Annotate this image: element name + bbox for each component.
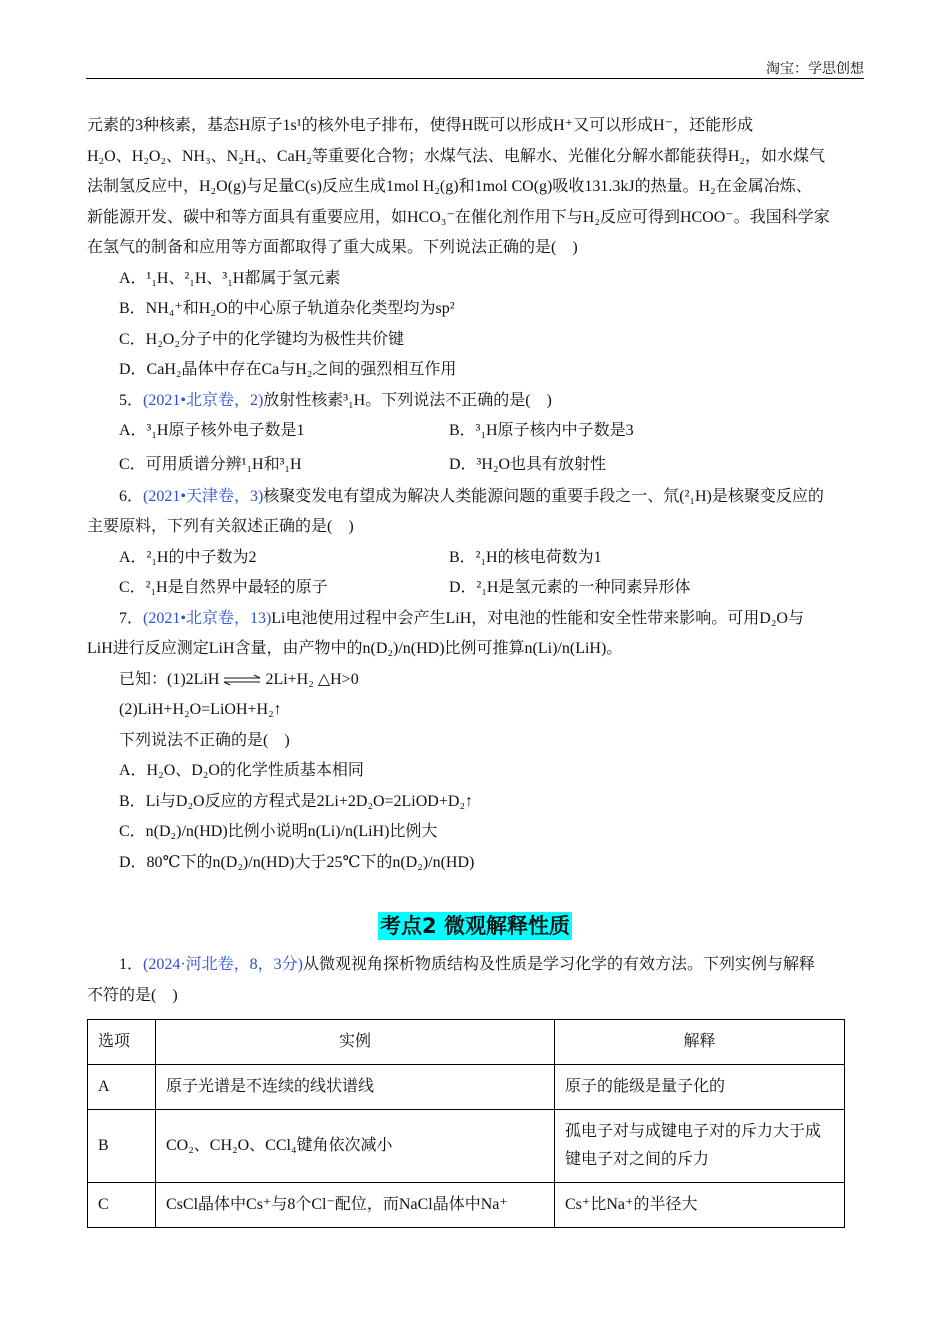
q7-known-2: (2)LiH+H₂O=LiOH+H₂↑ bbox=[119, 701, 282, 718]
q7-ask: 下列说法不正确的是( ) bbox=[119, 731, 290, 749]
q5-stem-text: 放射性核素³₁H。下列说法不正确的是( ) bbox=[263, 391, 552, 409]
table-header-row bbox=[88, 1020, 845, 1065]
table-header-cell: 选项 bbox=[88, 1020, 156, 1065]
q6-option-b: B．²₁H的核电荷数为1 bbox=[449, 548, 602, 566]
table-cell: 原子光谱是不连续的线状谱线 bbox=[156, 1065, 555, 1110]
q5-option-d: D．³H₂O也具有放射性 bbox=[449, 455, 607, 473]
table-cell: 孤电子对与成键电子对的斥力大于成键电子对之间的斥力 bbox=[555, 1110, 845, 1183]
table-row bbox=[88, 1183, 845, 1228]
table-row bbox=[88, 1110, 845, 1183]
q5-options-row bbox=[87, 451, 863, 486]
q5-options-row bbox=[87, 420, 863, 451]
options-table bbox=[87, 1019, 845, 1228]
s2q1-number: 1． bbox=[119, 956, 144, 973]
q6-source: (2021•天津卷，3) bbox=[143, 487, 264, 505]
q7-option-a: A．H₂O、D₂O的化学性质基本相同 bbox=[119, 762, 364, 779]
table-cell: B bbox=[88, 1110, 156, 1183]
q6-stem bbox=[87, 486, 863, 517]
table-cell: Cs⁺比Na⁺的半径大 bbox=[555, 1183, 845, 1228]
q7-number: 7． bbox=[119, 609, 144, 627]
q7-option-c: C．n(D₂)/n(HD)比例小说明n(Li)/n(LiH)比例大 bbox=[119, 823, 438, 840]
q5-option-a: A．³₁H原子核外电子数是1 bbox=[119, 422, 305, 439]
table-cell: A bbox=[88, 1065, 156, 1110]
q6-options-row bbox=[87, 547, 863, 578]
passage-line: 在氢气的制备和应用等方面都取得了重大成果。下列说法正确的是( ) bbox=[87, 239, 578, 256]
passage-line: 新能源开发、碳中和等方面具有重要应用，如HCO₃⁻在催化剂作用下与H₂反应可得到HCOO⁻。我国科学家 bbox=[87, 208, 830, 226]
q4-option-b: B．NH₄⁺和H₂O的中心原子轨道杂化类型均为sp² bbox=[119, 300, 455, 317]
passage-line: 元素的3种核素，基态H原子1s¹的核外电子排布，使得H既可以形成H⁺又可以形成H⁻，还能形成 bbox=[87, 117, 754, 134]
q7-known-1-right: 2Li+H₂ △H>0 bbox=[265, 670, 359, 688]
s2q1-stem-cont: 不符的是( ) bbox=[87, 986, 178, 1004]
reversible-arrow-icon bbox=[223, 674, 261, 686]
q6-stem-cont: 主要原料，下列有关叙述正确的是( ) bbox=[87, 518, 354, 535]
q6-option-c: C．²₁H是自然界中最轻的原子 bbox=[119, 579, 328, 596]
q6-options-row bbox=[87, 577, 863, 608]
table-header-cell: 解释 bbox=[555, 1020, 845, 1065]
document-body bbox=[87, 115, 863, 1228]
q6-option-a: A．²₁H的中子数为2 bbox=[119, 548, 257, 566]
q7-option-d: D．80℃下的n(D₂)/n(HD)大于25℃下的n(D₂)/n(HD) bbox=[119, 853, 475, 871]
passage-line: H₂O、H₂O₂、NH₃、N₂H₄、CaH₂等重要化合物；水煤气法、电解水、光催化分解水都能获得H₂，如水煤气 bbox=[87, 147, 825, 165]
q6-stem-text: 核聚变发电有望成为解决人类能源问题的重要手段之一、氘(²₁H)是核聚变反应的 bbox=[263, 487, 824, 505]
header-rule bbox=[86, 78, 864, 79]
q7-known-1 bbox=[87, 669, 863, 700]
s2q1-stem-text: 从微观视角探析物质结构及性质是学习化学的有效方法。下列实例与解释 bbox=[303, 956, 816, 973]
table-cell: C bbox=[88, 1183, 156, 1228]
q4-option-a: A．¹₁H、²₁H、³₁H都属于氢元素 bbox=[119, 269, 341, 287]
s2q1-source: (2024·河北卷，8，3分) bbox=[143, 956, 304, 973]
s2q1-stem bbox=[87, 954, 863, 985]
q7-stem bbox=[87, 608, 863, 639]
q5-source: (2021•北京卷，2) bbox=[143, 391, 264, 409]
q5-option-c: C．可用质谱分辨¹₁H和³₁H bbox=[119, 455, 302, 473]
q5-stem bbox=[87, 390, 863, 421]
q4-option-d: D．CaH₂晶体中存在Ca与H₂之间的强烈相互作用 bbox=[119, 361, 457, 378]
q4-option-c: C．H₂O₂分子中的化学键均为极性共价键 bbox=[119, 330, 404, 348]
header-brand: 淘宝：学思创想 bbox=[766, 62, 864, 77]
table-cell: CO₂、CH₂O、CCl₄键角依次减小 bbox=[156, 1110, 555, 1183]
table-row bbox=[88, 1065, 845, 1110]
q6-number: 6． bbox=[119, 487, 144, 505]
q7-stem-text: Li电池使用过程中会产生LiH，对电池的性能和安全性带来影响。可用D₂O与 bbox=[271, 609, 804, 627]
q5-option-b: B．³₁H原子核内中子数是3 bbox=[449, 422, 634, 439]
q7-source: (2021•北京卷，13) bbox=[143, 609, 272, 627]
section-title: 考点2 微观解释性质 bbox=[380, 914, 570, 938]
q7-known-1-left: 已知：(1)2LiH bbox=[119, 670, 220, 688]
table-cell: 原子的能级是量子化的 bbox=[555, 1065, 845, 1110]
q6-option-d: D．²₁H是氢元素的一种同素异形体 bbox=[449, 579, 691, 596]
section-heading bbox=[87, 912, 863, 942]
table-header-cell: 实例 bbox=[156, 1020, 555, 1065]
q7-option-b: B．Li与D₂O反应的方程式是2Li+2D₂O=2LiOD+D₂↑ bbox=[119, 792, 474, 810]
q7-stem-cont: LiH进行反应测定LiH含量，由产物中的n(D₂)/n(HD)比例可推算n(Li)/n(LiH)。 bbox=[87, 640, 623, 657]
q5-number: 5． bbox=[119, 391, 144, 409]
passage-line: 法制氢反应中，H₂O(g)与足量C(s)反应生成1mol H₂(g)和1mol CO(g)吸收131.3kJ的热量。H₂在金属冶炼、 bbox=[87, 178, 812, 195]
table-cell: CsCl晶体中Cs⁺与8个Cl⁻配位，而NaCl晶体中Na⁺ bbox=[156, 1183, 555, 1228]
